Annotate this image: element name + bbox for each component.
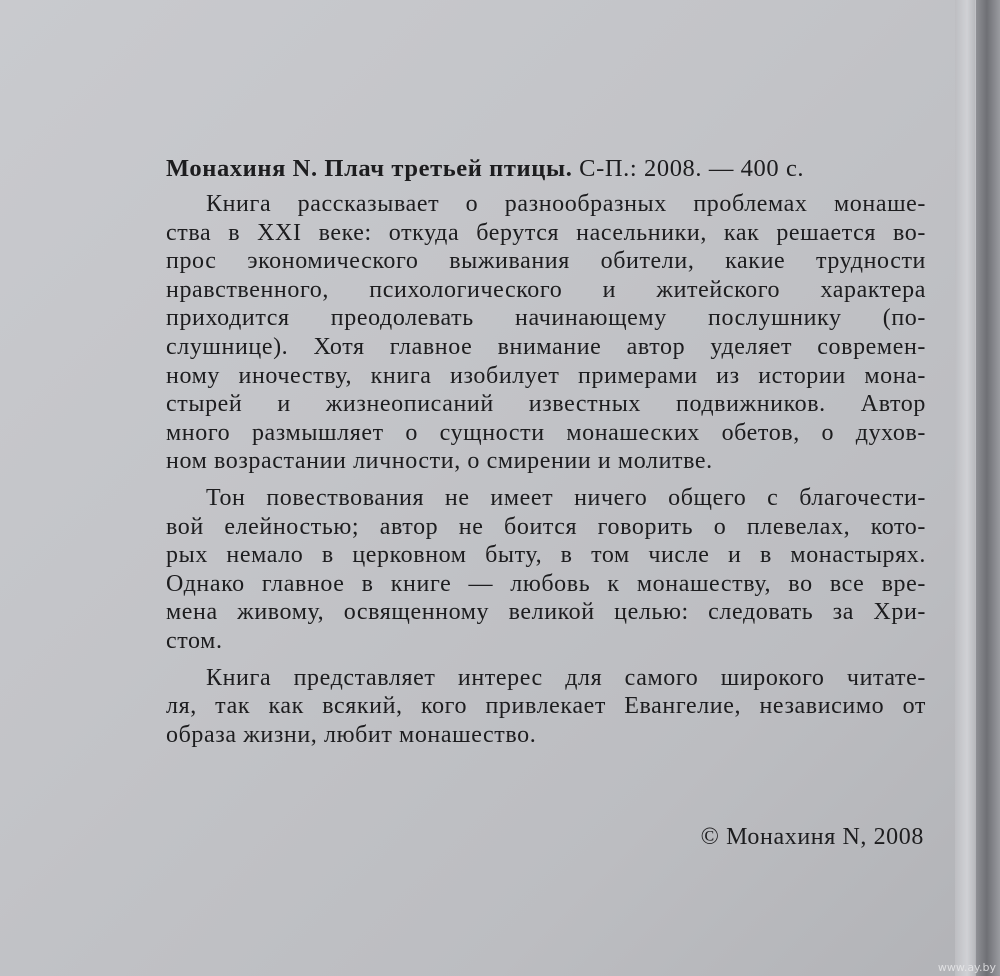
copyright-notice: © Монахиня N, 2008 [700, 824, 924, 850]
paragraph-line: много размышляет о сущности монашеских обетов, о духов- [166, 419, 926, 446]
paragraph-line: стом. [166, 627, 223, 654]
annotation-block [166, 152, 926, 749]
paragraph-line: Книга представляет интерес для самого широкого читате- [206, 664, 926, 691]
paragraph-line: ному иночеству, книга изобилует примерами из истории мона- [166, 362, 926, 389]
paragraph-line: мена живому, освященному великой целью: следовать за Хри- [166, 599, 926, 626]
paragraph-1 [166, 190, 926, 476]
paragraph-line: нравственного, психологического и житейского характера [166, 276, 926, 303]
paragraph-line: ном возрастании личности, о смирении и молитве. [166, 448, 713, 475]
page-edge [955, 0, 975, 976]
paragraph-line: приходится преодолевать начинающему послушнику (по- [166, 305, 926, 332]
paragraph-line: прос экономического выживания обители, какие трудности [166, 248, 926, 275]
publication-info: С-П.: 2008. — 400 с. [579, 155, 805, 182]
bibliographic-heading [166, 152, 926, 186]
paragraph-3 [166, 664, 926, 750]
paragraph-line: стырей и жизнеописаний известных подвижников. Автор [166, 391, 926, 418]
paragraph-line: Тон повествования не имеет ничего общего с благочести- [206, 484, 926, 511]
paragraph-line: Однако главное в книге — любовь к монашеству, во все вре- [166, 570, 926, 597]
paragraph-line: Книга рассказывает о разнообразных проблемах монаше- [206, 191, 926, 217]
paragraph-line: вой елейностью; автор не боится говорить о плевелах, кото- [166, 513, 926, 540]
paragraph-line: рых немало в церковном быту, в том числе и в монастырях. [166, 542, 926, 569]
author-and-title: Монахиня N. Плач третьей птицы. [166, 155, 573, 182]
background-edge [976, 0, 1000, 976]
watermark: www.ay.by [937, 961, 996, 974]
paragraph-line: ля, так как всякий, кого привлекает Евангелие, независимо от [166, 693, 926, 720]
paragraph-2 [166, 484, 926, 656]
paragraph-line: ства в XXI веке: откуда берутся насельники, как решается во- [166, 219, 926, 246]
paragraph-line: образа жизни, любит монашество. [166, 721, 537, 748]
paragraph-line: слушнице). Хотя главное внимание автор уделяет современ- [166, 333, 926, 360]
